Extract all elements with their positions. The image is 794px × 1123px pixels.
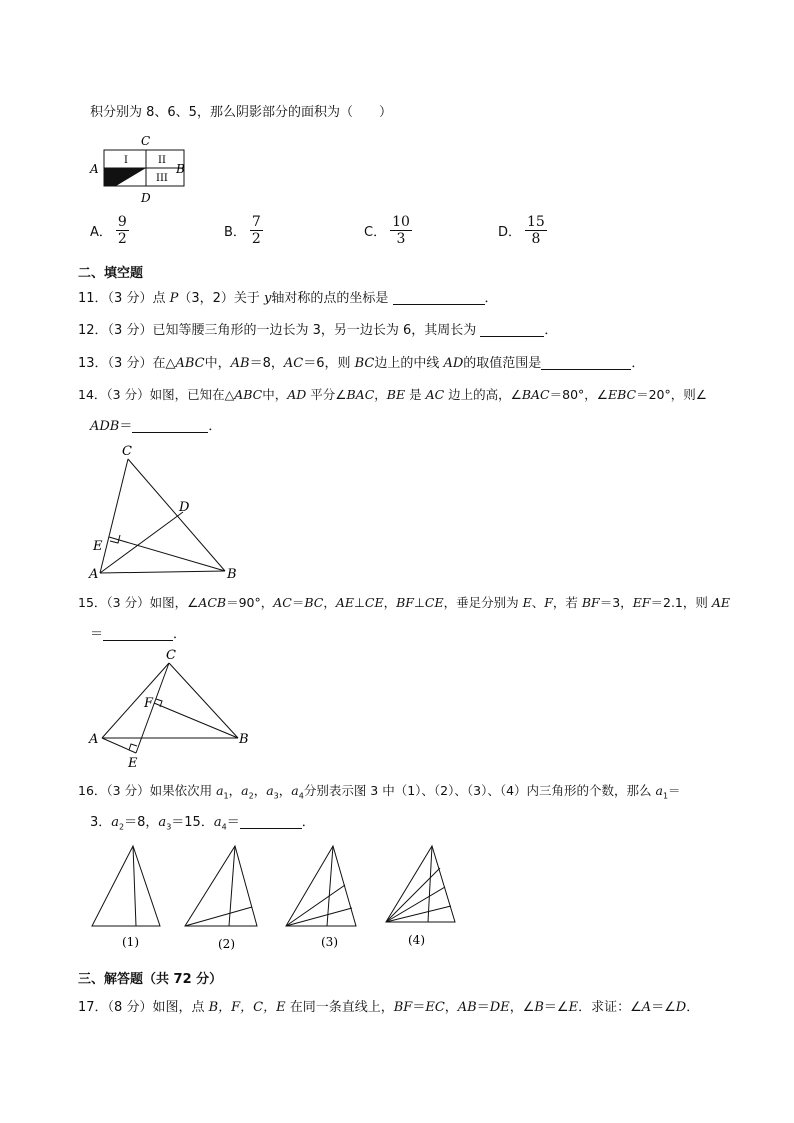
label-F: F — [144, 696, 154, 711]
label-I: I — [124, 155, 128, 166]
triangle-1 — [92, 846, 160, 926]
option-a[interactable]: A． $\frac{9}{2}$ — [90, 214, 127, 247]
section-title-fill-blank: 二、填空题 — [78, 266, 144, 281]
question-12: 12．（3 分）已知等腰三角形的一边长为 3，另一边长为 6，其周长为 ． — [78, 323, 558, 338]
label-E: E — [128, 756, 138, 771]
triangle-4 — [386, 846, 455, 922]
label-E: E — [93, 539, 103, 554]
question-14-line2: ADB＝ ． — [90, 419, 222, 434]
answer-blank-14[interactable] — [132, 418, 208, 433]
answer-blank-13[interactable] — [541, 355, 631, 370]
question-11: 11．（3 分）点 P（3，2）关于 y轴对称的点的坐标是 ． — [78, 291, 498, 306]
q16-triangles-figure — [86, 840, 476, 956]
q10-rectangle-figure — [86, 132, 190, 206]
label-II: II — [158, 155, 166, 166]
label-A: A — [89, 567, 99, 582]
label-D: D — [179, 500, 190, 515]
answer-blank-11[interactable] — [393, 290, 485, 305]
label-B: B — [176, 162, 185, 176]
q15-triangle-figure — [86, 646, 256, 772]
label-A: A — [90, 162, 99, 176]
label-A: A — [89, 732, 99, 747]
caption-3: (3) — [321, 935, 338, 949]
option-d[interactable]: D． $\frac{15}{8}$ — [498, 214, 545, 247]
triangle-3 — [286, 846, 356, 926]
option-c[interactable]: C． $\frac{10}{3}$ — [364, 214, 410, 247]
question-15-line2: ＝ ． — [90, 627, 187, 642]
question-17: 17．（8 分）如图，点 B，F，C，E 在同一条直线上，BF＝EC，AB＝DE，∠B＝∠E．求证：∠A＝∠D． — [78, 1000, 700, 1015]
label-C: C — [166, 648, 176, 663]
caption-2: (2) — [218, 937, 235, 951]
label-III: III — [156, 173, 168, 184]
question-15: 15．（3 分）如图，∠ACB＝90°，AC＝BC，AE⊥CE，BF⊥CE，垂足分别为 E、F，若 BF＝3，EF＝2.1，则 AE — [78, 595, 731, 610]
triangle-2 — [185, 846, 257, 926]
question-16-line2: 3．$a_2=8$，$a_3=15$．$a_4=$ ． — [90, 815, 315, 832]
answer-blank-15[interactable] — [103, 626, 173, 641]
label-D: D — [141, 191, 151, 205]
caption-4: (4) — [408, 933, 425, 947]
answer-blank-12[interactable] — [480, 322, 544, 337]
shaded-region — [104, 168, 146, 186]
question-13: 13．（3 分）在△ABC中，AB＝8，AC＝6，则 BC边上的中线 AD的取值范围是 ． — [78, 356, 645, 371]
label-C: C — [122, 444, 132, 459]
label-B: B — [239, 732, 249, 747]
q10-text: 积分别为 8、6、5，那么阴影部分的面积为（ ） — [90, 105, 392, 120]
option-b[interactable]: B． $\frac{7}{2}$ — [224, 214, 261, 247]
question-16: 16．（3 分）如果依次用 $a_1$，$a_2$，$a_3$，$a_4$分别表示图 3 中（1）、（2）、（3）、（4）内三角形的个数，那么 $a_1=$ — [78, 783, 681, 801]
question-14: 14．（3 分）如图，已知在△ABC中，AD 平分∠BAC，BE 是 AC 边上的高，∠BAC＝80°，∠EBC＝20°，则∠ — [78, 387, 707, 402]
q14-triangle-figure — [86, 440, 246, 582]
section-title-solve: 三、解答题（共 72 分） — [78, 972, 223, 987]
caption-1: (1) — [122, 935, 139, 949]
label-B: B — [227, 567, 237, 582]
answer-blank-16[interactable] — [240, 814, 302, 829]
label-C: C — [141, 134, 151, 148]
